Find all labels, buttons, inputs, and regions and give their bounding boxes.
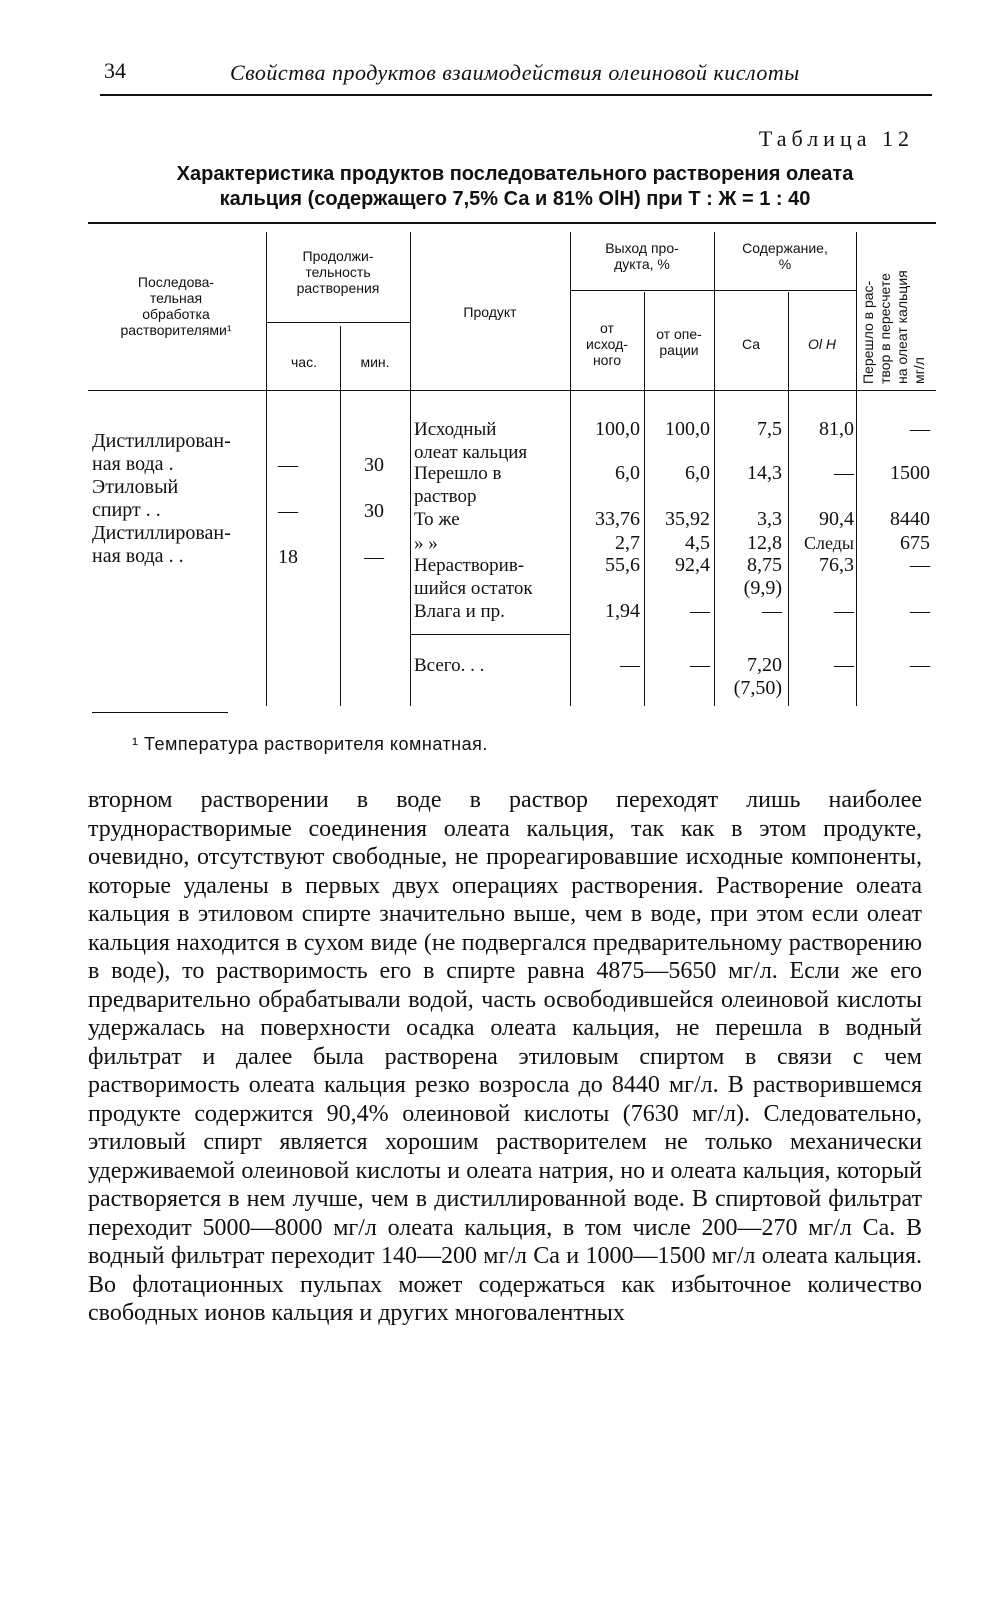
caption-line: кальция (содержащего 7,5% Са и 81% ОlН) при Т : Ж = 1 : 40 <box>219 188 811 210</box>
table-cell-product: Влага и пр. <box>414 601 505 622</box>
table-cell-transferred: — <box>910 418 930 440</box>
data-table <box>88 222 936 706</box>
table-cell-olh: — <box>834 600 854 622</box>
table-cell-yield-initial: 33,76 <box>595 508 640 530</box>
hours-value: — <box>278 500 298 522</box>
table-cell-ca: 7,5 <box>757 418 782 440</box>
hours-value: — <box>278 454 298 476</box>
table-cell-yield-initial: 55,6 <box>605 554 640 576</box>
body-text <box>88 786 922 1328</box>
running-title: Свойства продуктов взаимодействия олеиновой кислоты <box>230 60 800 85</box>
head-transferred: Перешло в рас- твор в пересчете на олеат кальция мг/л <box>860 270 927 384</box>
table-cell-olh: 76,3 <box>819 554 854 576</box>
head-hours: час. <box>291 354 317 370</box>
table-label: Таблица 12 <box>758 126 914 151</box>
minutes-value: 30 <box>364 454 384 476</box>
table-cell-yield-operation: — <box>690 600 710 622</box>
footnote: ¹ Температура растворителя комнатная. <box>132 734 488 754</box>
table-cell-yield-initial: 2,7 <box>615 532 640 554</box>
caption-line: Характеристика продуктов последовательного растворения олеата <box>176 163 854 185</box>
table-cell-transferred: — <box>910 554 930 576</box>
page-header <box>100 58 932 96</box>
treatment-line: Дистиллирован- <box>92 522 231 544</box>
head-product: Продукт <box>463 304 517 320</box>
minutes-value: 30 <box>364 500 384 522</box>
table-cell-product: Исходный олеат кальция <box>414 419 528 463</box>
treatment-line: ная вода . . <box>92 545 184 567</box>
body-paragraph: вторном растворении в воде в раствор переходят лишь наиболее труднорастворимые соединения олеата кальция, так как в этом продукте, очевидно, отсутствуют свободные, не прореагировавшие исходные компоненты, которые удалены в первых двух операциях растворения. Растворение олеата кальция в этиловом спирте значительно выше, чем в воде, при этом если олеат кальция находится в сухом виде (не подвергался предварительному растворению в воде), то растворимость его в спирте равна 4875—5650 мг/л. Если же его предварительно обрабатывали водой, часть освободившейся олеиновой кислоты удержалась на поверхности осадка олеата кальция, не перешла в водный фильтрат и далее была растворена этиловым спиртом в связи с чем растворимость олеата кальция резко возросла до 8440 мг/л. В растворившемся продукте содержится 90,4% олеиновой кислоты (7630 мг/л). Следовательно, этиловый спирт является хорошим растворителем не только механически удерживаемой олеиновой кислоты и олеата натрия, но и олеата кальция, который растворяется в нем лучше, чем в дистиллированной воде. В спиртовой фильтрат переходит 5000—8000 мг/л олеата кальция, в том числе 200—270 мг/л Са. В водный фильтрат переходит 140—200 мг/л Са и 1000—1500 мг/л олеата кальция. Во флотационных пульпах может содержаться как избыточное количество свободных ионов кальция и других многовалентных <box>88 787 922 1326</box>
page-number: 34 <box>104 58 126 83</box>
table-cell-ca: 14,3 <box>747 462 782 484</box>
table-cell-olh: 90,4 <box>819 508 854 530</box>
treatment-line: Этиловый <box>92 476 179 498</box>
head-minutes: мин. <box>360 354 390 370</box>
total-cell-transferred: — <box>910 654 930 676</box>
table-cell-product: Нерастворив- шийся остаток <box>414 555 533 599</box>
table-cell-yield-operation: 4,5 <box>685 532 710 554</box>
total-cell-yield-initial: — <box>620 654 640 676</box>
table-cell-product: Перешло в раствор <box>414 463 502 507</box>
head-yield: Выход про- дукта, % <box>605 240 679 272</box>
head-content: Содержание, % <box>742 240 828 272</box>
head-yield-initial: от исход- ного <box>586 320 628 368</box>
table-cell-yield-operation: 100,0 <box>665 418 710 440</box>
table-cell-yield-initial: 6,0 <box>615 462 640 484</box>
total-cell-olh: — <box>834 654 854 676</box>
hours-value: 18 <box>278 546 298 568</box>
total-cell-ca: 7,20 (7,50) <box>733 654 782 699</box>
head-ca: Са <box>741 336 761 352</box>
table-cell-product: » » <box>414 533 438 554</box>
table-cell-ca: 12,8 <box>747 532 782 554</box>
table-cell-transferred: 675 <box>900 532 930 554</box>
table-cell-ca: 8,75 (9,9) <box>743 554 782 599</box>
minutes-value: — <box>364 546 384 568</box>
table-cell-ca: — <box>762 600 782 622</box>
table-cell-olh: Следы <box>804 533 854 553</box>
head-olh: Ol Н <box>808 336 836 352</box>
head-treatment: Последова- тельная обработка растворителями¹ <box>120 274 232 338</box>
treatment-line: Дистиллирован- <box>92 430 231 452</box>
table-cell-yield-operation: 6,0 <box>685 462 710 484</box>
head-yield-operation: от опе- рации <box>656 326 702 358</box>
table-cell-olh: 81,0 <box>819 418 854 440</box>
total-cell-product: Всего. . . <box>414 655 485 676</box>
treatment-line: спирт . . <box>92 499 161 521</box>
table-cell-transferred: 8440 <box>890 508 930 530</box>
treatment-line: ная вода . <box>92 453 174 475</box>
table-caption <box>100 162 930 212</box>
treatment-cell <box>92 430 264 568</box>
table-cell-product: То же <box>414 509 460 530</box>
table-cell-yield-initial: 1,94 <box>605 600 640 622</box>
total-cell-yield-operation: — <box>690 654 710 676</box>
table-cell-yield-operation: 35,92 <box>665 508 710 530</box>
footnote-rule <box>92 712 228 713</box>
table-cell-transferred: — <box>910 600 930 622</box>
table-cell-olh: — <box>834 462 854 484</box>
table-cell-transferred: 1500 <box>890 462 930 484</box>
head-duration: Продолжи- тельность растворения <box>296 248 380 296</box>
table-cell-yield-initial: 100,0 <box>595 418 640 440</box>
table-cell-ca: 3,3 <box>757 508 782 530</box>
table-cell-yield-operation: 92,4 <box>675 554 710 576</box>
